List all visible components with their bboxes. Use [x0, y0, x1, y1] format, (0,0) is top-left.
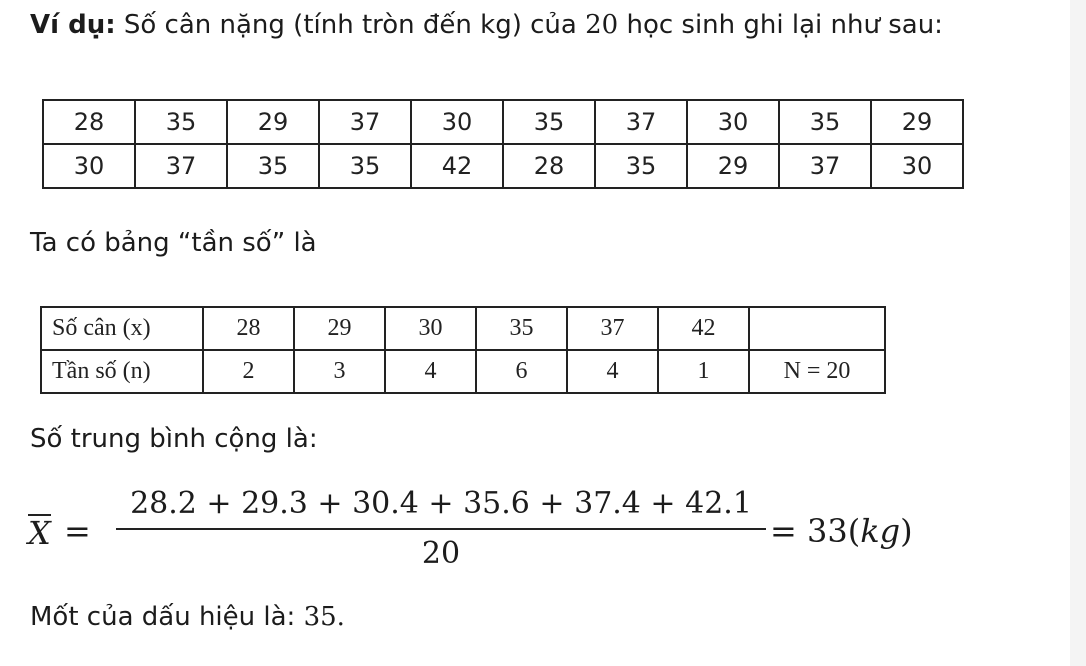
raw-data-cell: 35 — [595, 144, 687, 188]
formula-numerator: 28.2 + 29.3 + 30.4 + 35.6 + 37.4 + 42.1 — [130, 486, 752, 521]
freq-n-cell: 1 — [658, 350, 749, 393]
raw-data-cell: 35 — [779, 100, 871, 144]
frequency-table — [40, 306, 886, 394]
example-count: 20 — [585, 10, 619, 40]
freq-x-cell: 29 — [294, 307, 385, 350]
raw-data-cell: 42 — [411, 144, 503, 188]
raw-data-cell: 28 — [503, 144, 595, 188]
raw-data-cell: 37 — [319, 100, 411, 144]
freq-n-cell: 3 — [294, 350, 385, 393]
raw-data-cell: 35 — [319, 144, 411, 188]
freq-row-x-label: Số cân (x) — [41, 307, 203, 350]
raw-data-cell: 30 — [43, 144, 135, 188]
raw-data-cell: 35 — [503, 100, 595, 144]
freq-x-cell: 30 — [385, 307, 476, 350]
freq-n-cell: 4 — [567, 350, 658, 393]
raw-data-cell: 30 — [687, 100, 779, 144]
mean-symbol: X — [28, 514, 51, 552]
freq-n-cell: 4 — [385, 350, 476, 393]
freq-x-cell — [749, 307, 885, 350]
freq-x-cell: 42 — [658, 307, 749, 350]
freq-x-cell: 28 — [203, 307, 294, 350]
example-text-2: học sinh ghi lại như sau: — [626, 10, 943, 40]
mode-value: 35. — [303, 602, 345, 632]
mode-text: Mốt của dấu hiệu là: — [30, 602, 296, 632]
raw-data-row — [43, 100, 963, 144]
formula-equals: = — [64, 512, 91, 550]
freq-x-cell: 37 — [567, 307, 658, 350]
freq-intro: Ta có bảng “tần số” là — [30, 228, 317, 258]
example-label: Ví dụ: — [30, 10, 116, 40]
raw-data-cell: 35 — [227, 144, 319, 188]
result-unit: kg — [860, 512, 901, 550]
raw-data-cell: 30 — [411, 100, 503, 144]
result-value: = 33( — [770, 512, 861, 550]
freq-row-n — [41, 350, 885, 393]
raw-data-cell: 29 — [687, 144, 779, 188]
mean-intro: Số trung bình cộng là: — [30, 424, 318, 454]
freq-n-cell: 2 — [203, 350, 294, 393]
freq-row-x — [41, 307, 885, 350]
raw-data-cell: 35 — [135, 100, 227, 144]
freq-row-n-label: Tần số (n) — [41, 350, 203, 393]
example-text: Số cân nặng (tính tròn đến kg) của — [123, 10, 577, 40]
raw-data-cell: 30 — [871, 144, 963, 188]
raw-data-cell: 37 — [779, 144, 871, 188]
freq-total-cell: N = 20 — [749, 350, 885, 393]
raw-data-table — [42, 99, 964, 189]
mode-line — [30, 602, 345, 632]
formula-fraction — [116, 484, 766, 574]
freq-x-cell: 35 — [476, 307, 567, 350]
raw-data-row — [43, 144, 963, 188]
formula-denominator: 20 — [421, 536, 461, 571]
freq-n-cell: 6 — [476, 350, 567, 393]
result-close: ) — [900, 512, 913, 550]
raw-data-cell: 28 — [43, 100, 135, 144]
fraction-bar — [116, 528, 766, 530]
raw-data-cell: 29 — [227, 100, 319, 144]
raw-data-cell: 29 — [871, 100, 963, 144]
example-heading — [30, 10, 943, 40]
formula-result — [770, 512, 913, 550]
raw-data-cell: 37 — [595, 100, 687, 144]
raw-data-cell: 37 — [135, 144, 227, 188]
